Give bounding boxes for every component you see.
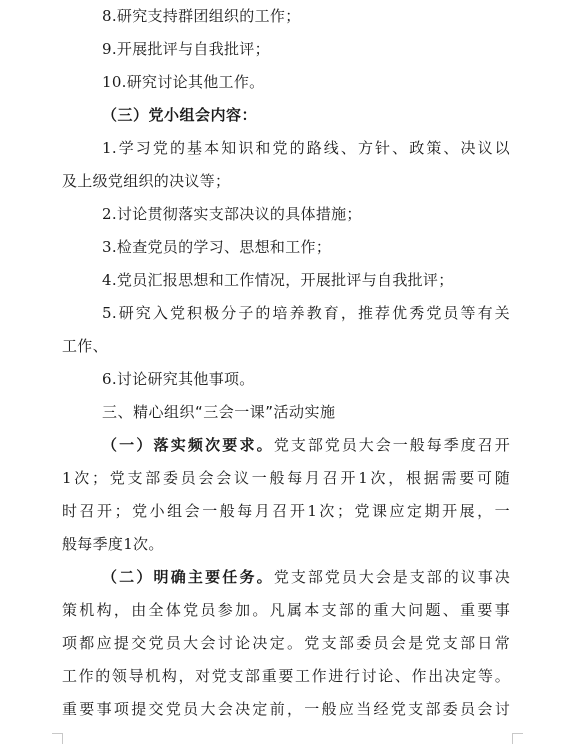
paragraph-line: 策机构，由全体党员参加。凡属本支部的重大问题、重要事	[62, 601, 510, 619]
paragraph-lead: （二）明确主要任务。	[102, 568, 274, 586]
paragraph-line: 时召开；党小组会一般每月召开1次；党课应定期开展，一	[62, 502, 510, 520]
list-item-continuation: 工作、	[62, 337, 108, 355]
paragraph-line: 项都应提交党员大会讨论决定。党支部委员会是党支部日常	[62, 634, 510, 652]
section-heading: （三）党小组会内容：	[102, 106, 258, 124]
paragraph-line: 般每季度1次。	[62, 535, 164, 553]
paragraph-line	[62, 429, 510, 462]
list-item: 3.检查党员的学习、思想和工作；	[102, 238, 332, 256]
document-body	[62, 0, 510, 726]
list-item: 2.讨论贯彻落实支部决议的具体措施；	[102, 205, 362, 223]
paragraph-line: 重要事项提交党员大会决定前，一般应当经党支部委员会讨	[62, 700, 510, 718]
list-item: 10.研究讨论其他工作。	[102, 73, 265, 91]
paragraph-text: 党支部党员大会是支部的议事决	[273, 568, 510, 586]
paragraph-line: 工作的领导机构，对党支部重要工作进行讨论、作出决定等。	[62, 667, 510, 685]
list-item: 6.讨论研究其他事项。	[102, 370, 255, 388]
paragraph-line	[62, 561, 510, 594]
list-item: 9.开展批评与自我批评；	[102, 40, 270, 58]
list-item: 8.研究支持群团组织的工作；	[102, 7, 301, 25]
margin-corner-mark-left	[52, 733, 63, 744]
list-item-continuation: 及上级党组织的决议等；	[62, 172, 231, 190]
paragraph-text: 党支部党员大会一般每季度召开	[273, 436, 510, 454]
paragraph-line: 1次；党支部委员会会议一般每月召开1次，根据需要可随	[62, 469, 510, 487]
part-heading: 三、精心组织“三会一课”活动实施	[102, 403, 336, 421]
margin-corner-mark-right	[512, 733, 523, 744]
paragraph-lead: （一）落实频次要求。	[102, 436, 274, 454]
list-item: 4.党员汇报思想和工作情况，开展批评与自我批评；	[102, 271, 454, 289]
list-item: 5.研究入党积极分子的培养教育，推荐优秀党员等有关	[102, 304, 510, 322]
list-item: 1.学习党的基本知识和党的路线、方针、政策、决议以	[102, 139, 510, 157]
